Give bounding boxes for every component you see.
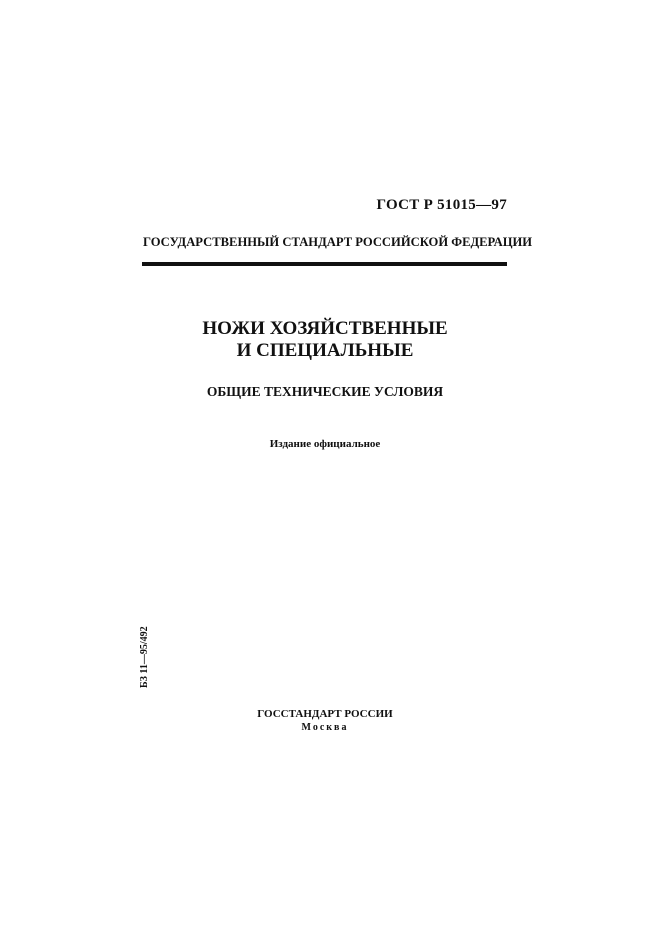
edition-note: Издание официальное xyxy=(269,438,381,450)
state-standard-heading: ГОСУДАРСТВЕННЫЙ СТАНДАРТ РОССИЙСКОЙ ФЕДЕРАЦИИ xyxy=(143,235,533,249)
title-line-2: И СПЕЦИАЛЬНЫЕ xyxy=(236,340,414,361)
document-subtitle: ОБЩИЕ ТЕХНИЧЕСКИЕ УСЛОВИЯ xyxy=(206,384,444,399)
document-number: ГОСТ Р 51015—97 xyxy=(376,197,507,213)
publisher-name: ГОССТАНДАРТ РОССИИ xyxy=(257,708,393,720)
header-divider xyxy=(142,262,507,266)
title-line-1: НОЖИ ХОЗЯЙСТВЕННЫЕ xyxy=(202,318,448,339)
document-title xyxy=(143,318,507,362)
publisher-city: Москва xyxy=(301,722,349,733)
side-catalog-code: БЗ 11—95/492 xyxy=(139,626,150,688)
